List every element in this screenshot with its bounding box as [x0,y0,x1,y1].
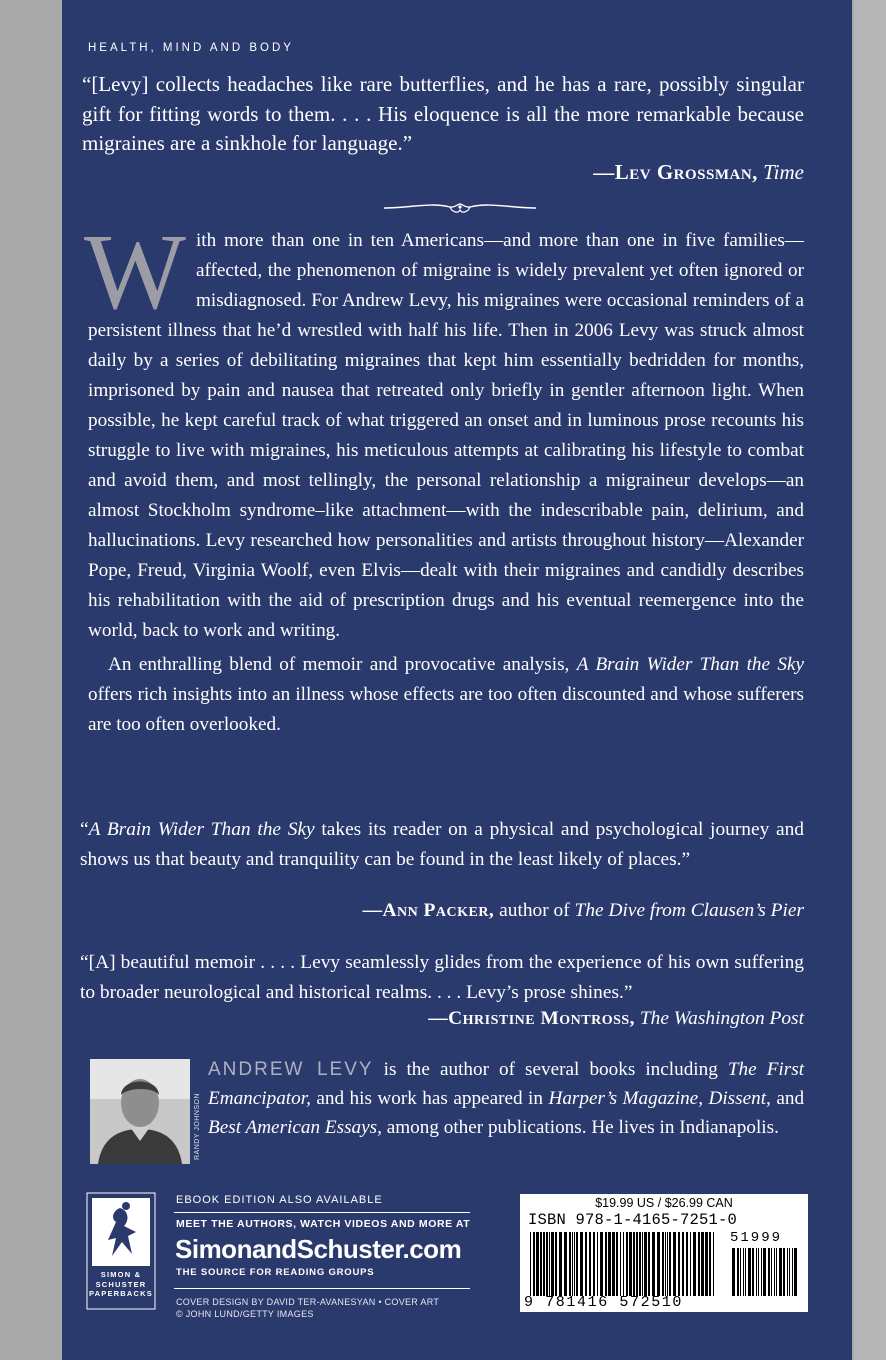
barcode-bar [713,1232,714,1296]
barcode-bar [758,1248,759,1296]
drop-cap: W [84,213,186,332]
book-description [84,213,805,740]
cover-credits [176,1296,439,1320]
bio-book-title: The First Emancipator, [208,1059,805,1109]
barcode-bar [787,1248,788,1296]
barcode-bar [549,1232,550,1296]
quote-packer-title: A Brain Wider Than the Sky [88,819,315,840]
bio-text: among other publications. He lives in Indianapolis. [386,1117,779,1138]
barcode-bar [642,1232,643,1296]
barcode-bar [536,1232,539,1296]
bio-text: is the author of several books including [383,1059,718,1080]
barcode-bar [789,1248,790,1296]
author-bio [208,1055,804,1142]
description-paragraph-1: ith more than one in ten Americans—and more than one in five families—affected, the phenomenon of migraine is widely prevalent yet often ignored or misdiagnosed. For Andrew Levy, his migraines were occasional reminders of a persistent illness that he’d wrestled with half his life. Then in 2006 Levy was struck almost daily by a series of debilitating migraines that kept him essentially bedridden for months, imprisoned by pain and nausea that retreated only briefly in gentler afternoon light. When possible, he kept careful track of what triggered an onset and in luminous prose recounts his struggle to live with migraines, his meticulous attempts at calibrating his lifestyle to combat and avoid them, and most tellingly, the personal relationship a migraineur develops—an almost Stockholm syndrome–like attachment—with the indescribable pain, delirium, and hallucinations. Levy researched how personalities and artists throughout history—Alexander Pope, Freud, Virginia Woolf, even Elvis—dealt with their migraines and candidly describes his rehabilitation with the aid of prescription drugs and his eventual reemergence into the world, back to work and writing. [88,230,804,641]
barcode-bar [629,1232,632,1296]
barcode-bar [743,1248,744,1296]
barcode-bar [771,1248,772,1296]
quote-packer-text: takes its reader on a physical and psychological journey and shows us that beauty and tranquility can be found in the least likely of places.” [80,819,805,870]
barcode-bar [779,1248,782,1296]
barcode-bar [768,1248,770,1296]
barcode-bar [580,1232,583,1296]
barcode-bar [533,1232,535,1296]
barcode-bar [600,1232,603,1296]
barcode-bar [748,1248,751,1296]
quote-montross-attribution [428,1008,804,1030]
barcode-bar [690,1232,691,1296]
attribution-name: —Christine Montross, [428,1008,636,1029]
ean-digits: 9 781416 572510 [524,1294,684,1311]
barcode-bar [667,1232,668,1296]
credit-line: © JOHN LUND/GETTY IMAGES [176,1309,314,1319]
category-label: HEALTH, MIND AND BODY [88,42,294,54]
barcode-bar [608,1232,611,1296]
barcode-bar [574,1232,575,1296]
price-label: $19.99 US / $26.99 CAN [595,1196,733,1210]
barcode-bar [740,1248,741,1296]
credit-line: COVER DESIGN BY DAVID TER-AVANESYAN • COVER ART [176,1297,440,1307]
isbn-label: ISBN 978-1-4165-7251-0 [528,1211,738,1229]
barcode-bar [705,1232,708,1296]
barcode-bar [576,1232,578,1296]
description-p2-rest: offers rich insights into an illness whose effects are too often discounted and whose sufferers are too often overlooked. [88,684,804,735]
barcode-bar [620,1232,621,1296]
bio-text: and [776,1088,805,1109]
attribution-source: Time [763,160,804,184]
attribution-source: The Washington Post [639,1008,804,1029]
ebook-notice: EBOOK EDITION ALSO AVAILABLE [176,1194,383,1206]
barcode-bar [530,1232,531,1296]
barcode-bar [774,1248,775,1296]
barcode-bar [776,1248,777,1296]
barcode-bar [569,1232,571,1296]
addon-barcode [732,1248,798,1296]
barcode-bar [616,1232,618,1296]
barcode-bar [546,1232,548,1296]
barcode-panel [520,1194,808,1312]
attribution-name: —Ann Packer, [362,900,495,921]
barcode-bar [540,1232,542,1296]
barcode-bar [761,1248,762,1296]
photo-credit: RANDY JOHNSON [194,1092,201,1160]
bio-publication: Dissent, [708,1088,771,1109]
attribution-name: —Lev Grossman, [593,160,758,184]
barcode-bar [752,1248,754,1296]
barcode-bar [783,1248,785,1296]
barcode-bar [701,1232,704,1296]
barcode-bar [652,1232,655,1296]
barcode-bar [673,1232,676,1296]
logo-line: PAPERBACKS [89,1289,153,1298]
quote-grossman: “[Levy] collects headaches like rare butterflies, and he has a rare, possibly singular gift for fitting words to them. . . . His eloquence is all the more remarkable because migraines are a sinkhole for language.” [82,72,804,155]
barcode-bar [669,1232,671,1296]
barcode-bar [698,1232,700,1296]
barcode-bar [626,1232,628,1296]
barcode-bar [639,1232,641,1296]
quote-open-mark: “ [80,819,89,840]
quote-packer-attribution [363,900,804,922]
publisher-website: SimonandSchuster.com [175,1234,462,1264]
barcode-bar [665,1232,666,1296]
barcode-bar [551,1232,554,1296]
quote-packer [80,815,804,875]
bio-publication: Harper’s Magazine, [548,1088,703,1109]
barcode-bar [709,1232,711,1296]
addon-digits: 51999 [730,1230,783,1246]
attribution-source: The Dive from Clausen’s Pier [574,900,804,921]
barcode-bar [678,1232,680,1296]
back-cover [62,0,852,1360]
barcode-bar [756,1248,757,1296]
barcode-bar [543,1232,545,1296]
barcode-bar [745,1248,746,1296]
barcode-bar [633,1232,635,1296]
bio-publication: Best American Essays, [208,1117,382,1138]
logo-line: SIMON & [100,1270,142,1279]
barcode-bar [572,1232,573,1296]
author-name: ANDREW LEVY [208,1059,374,1080]
ornament-divider [380,196,540,220]
barcode-bar [623,1232,624,1296]
barcode-bar [737,1248,739,1296]
barcode-bar [662,1232,664,1296]
barcode-bar [648,1232,650,1296]
barcode-bar [794,1248,797,1296]
barcode-bar [555,1232,557,1296]
barcode-bar [763,1248,766,1296]
barcode-bar [559,1232,562,1296]
barcode-bar [612,1232,615,1296]
description-p2-lead: An enthralling blend of memoir and provocative analysis, [108,654,570,675]
logo-line: SCHUSTER [95,1279,147,1289]
barcode-bar [732,1248,735,1296]
meet-authors-line: MEET THE AUTHORS, WATCH VIDEOS AND MORE AT [176,1218,471,1230]
barcode-bar [644,1232,647,1296]
barcode-bar [657,1232,660,1296]
barcode-bar [585,1232,587,1296]
barcode-bar [682,1232,684,1296]
quote-grossman-attribution [593,160,804,185]
barcode-bar [636,1232,638,1296]
attribution-mid: author of [499,900,570,921]
barcode-bar [686,1232,688,1296]
barcode-bar [605,1232,607,1296]
barcode-bar [564,1232,567,1296]
author-photo [90,1059,190,1164]
bio-text: and his work has appeared in [316,1088,543,1109]
edge-stripe [854,0,886,1360]
barcode-bar [597,1232,598,1296]
barcode-bar [792,1248,793,1296]
quote-montross: “[A] beautiful memoir . . . . Levy seamlessly glides from the experience of his own suffering to broader neurological and historical realms. . . . Levy’s prose shines.” [80,952,804,1003]
divider-rule [174,1288,470,1289]
description-p2-title: A Brain Wider Than the Sky [576,654,805,675]
reading-groups-line: THE SOURCE FOR READING GROUPS [176,1267,375,1278]
divider-rule [174,1212,470,1213]
barcode-bar [693,1232,696,1296]
barcode-bar [593,1232,595,1296]
ean-barcode [530,1232,718,1296]
barcode-bar [589,1232,591,1296]
publisher-logo-text [84,1270,158,1299]
